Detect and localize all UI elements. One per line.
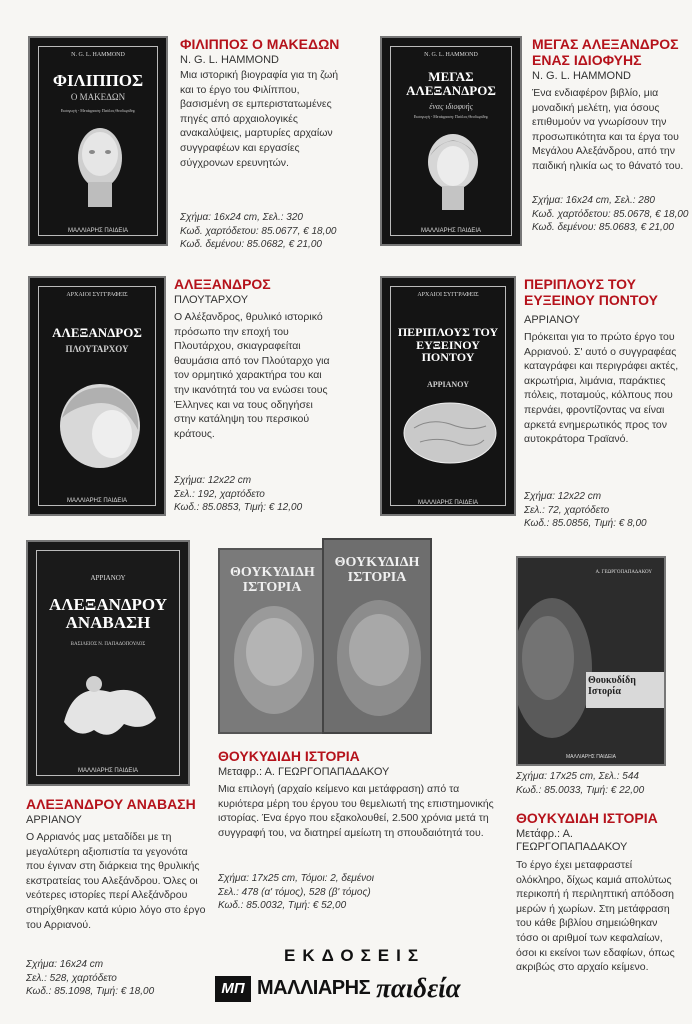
book-cover-anabasis[interactable] [26,540,190,786]
cover-series: ΑΡΧΑΙΟΙ ΣΥΓΓΡΑΦΕΙΣ [66,292,128,298]
cover-title: ΘΟΥΚΥΔΙΔΗ ΙΣΤΟΡΙΑ [334,555,420,585]
book-title: ΘΟΥΚΥΔΙΔΗ ΙΣΤΟΡΙΑ [218,748,360,764]
cover-line: Εισαγωγή - Μετάφραση: Παύλος Θεοδωρίδης [413,114,489,119]
book-specs [524,490,647,531]
book-description: Ο Αλέξανδρος, θρυλικό ιστορικό πρόσωπο την εποχή του Πλουτάρχου, σκιαγραφείται θαυμάσια από τον Πλούταρχο για τον ορμητικό χαρακτήρα του και την ικανότητά του να ενώσει τους Έλληνες και να τους οδηγήσει στην κατάληψη του περσικού κράτους. [174,311,330,440]
map-image [400,398,500,468]
book-title: ΜΕΓΑΣ ΑΛΕΞΑΝΔΡΟΣ ΕΝΑΣ ΙΔΙΟΦΥΗΣ [532,36,679,68]
bust-image [518,588,598,748]
book-author: ΑΡΡΙΑΝΟΥ [26,814,82,826]
cover-series: ΑΡΧΑΙΟΙ ΣΥΓΓΡΑΦΕΙΣ [417,292,479,298]
spec-line: Σελ.: 528, χαρτόδετο [26,972,117,984]
cover-subtitle: ΠΛΟΥΤΑΡΧΟΥ [65,344,129,354]
book-description: Μια ιστορική βιογραφία για τη ζωή και το έργο του Φιλίππου, βασισμένη σε εμπεριστατωμένες πηγές από αρχαιολογικές ανακαλύψεις, μαρτυρίες αρχαίων συγγραφέων και εργασίες σύγχρονων ερευνητών. [180,69,339,169]
book-specs [516,770,644,797]
book-description: Ένα ενδιαφέρον βιβλίο, μια μοναδική μελέτη, για όσους επιθυμούν να γνωρίσουν την προσωπικότητα και τα έργα του Μεγάλου Αλεξάνδρου, από την παιδική ηλικία ως το θάνατό του. [532,87,684,172]
spec-line: Κωδ.: 85.0853, Τιμή: € 12,00 [174,502,303,513]
cover-title: ΑΛΕΞΑΝΔΡΟΥ ΑΝΑΒΑΣΗ [49,595,167,632]
book-author: ΑΡΡΙΑΝΟΥ [524,314,580,326]
book-description: Μια επιλογή (αρχαίο κείμενο και μετάφραση) από τα κυριότερα μέρη του έργου του θεμελιωτή της επιστημονικής ιστορίας. Ένα έργο που εξακολουθεί, 2.500 χρόνια μετά τη συγγραφή του, να διατηρεί αμείωτη τη σπουδαιότητά του. [218,783,494,839]
cover-title: ΘΟΥΚΥΔΙΔΗ ΙΣΤΟΡΙΑ [230,565,315,595]
cover-title: ΠΕΡΙΠΛΟΥΣ ΤΟΥ ΕΥΞΕΙΝΟΥ ΠΟΝΤΟΥ [397,325,499,365]
spec-line: Σελ.: 478 (α' τόμος), 528 (β' τόμος) [218,886,371,898]
book-title: ΑΛΕΞΑΝΔΡΟΣ [174,276,271,292]
book-specs [174,474,302,515]
book-specs [26,958,154,999]
book-specs [218,872,374,913]
book-author: Μεταφρ.: Α. ΓΕΩΡΓΟΠΑΠΑΔΑΚΟΥ [218,766,390,778]
book-cover-thucydides-vol1[interactable] [218,548,326,734]
spec-line: Σχήμα: 16x24 cm [26,959,104,970]
cover-publisher: ΜΑΛΛΙΑΡΗΣ ΠΑΙΔΕΙΑ [67,228,129,234]
bust-image [226,600,322,720]
cover-author: Α. ΓΕΩΡΓΟΠΑΠΑΔΑΚΟΥ [595,570,652,575]
publisher-logo [215,973,461,1004]
book-specs [532,194,688,235]
spec-line: Κωδ. δεμένου: 85.0683, € 21,00 [532,222,674,233]
cover-title: Θουκυδίδη Ιστορία [588,675,636,697]
book-description: Πρόκειται για το πρώτο έργο του Αρριανού. Σ' αυτό ο συγγραφέας καταγράφει και περιγράφει ακτές, ακρωτήρια, λιμάνια, παράκτιες πόλεις, ποταμούς, κόλπους που περνάει, φροντίζοντας να είναι αρκετά ενημερωτικός προς τον αυτοκράτορα Τραϊανό. [524,331,679,446]
spec-line: Κωδ.: 85.1098, Τιμή: € 18,00 [26,986,155,997]
spec-line: Κωδ. χαρτόδετου: 85.0678, € 18,00 [532,208,689,220]
cover-subtitle: ΑΡΡΙΑΝΟΥ [426,380,469,389]
book-specs [180,211,336,252]
spec-line: Κωδ. χαρτόδετου: 85.0677, € 18,00 [180,225,337,237]
spec-line: Κωδ.: 85.0856, Τιμή: € 8,00 [524,518,647,529]
cover-title: ΜΕΓΑΣ ΑΛΕΞΑΝΔΡΟΣ [406,69,496,98]
book-title: ΦΙΛΙΠΠΟΣ Ο ΜΑΚΕΔΩΝ [180,36,340,52]
cover-border [390,286,506,506]
book-cover-philippos[interactable] [28,36,168,246]
cover-author: ΑΡΡΙΑΝΟΥ [90,574,126,582]
cover-publisher: ΜΑΛΛΙΑΡΗΣ ΠΑΙΔΕΙΑ [420,228,482,234]
publisher-brand: παιδεία [376,973,461,1003]
spec-line: Σχήμα: 16x24 cm, Σελ.: 280 [532,195,655,206]
spec-line: Σχήμα: 12x22 cm [524,491,602,502]
book-title: ΘΟΥΚΥΔΙΔΗ ΙΣΤΟΡΙΑ [516,810,658,826]
book-cover-thucydides-vol2[interactable] [322,538,432,734]
publisher-name: ΜΑΛΛΙΑΡΗΣ [257,977,371,999]
spec-line: Σελ.: 192, χαρτόδετο [174,488,265,500]
cover-publisher: ΜΑΛΛΙΑΡΗΣ ΠΑΙΔΕΙΑ [417,500,479,506]
spec-line: Σχήμα: 17x25 cm, Τόμοι: 2, δεμένοι [218,873,374,884]
book-author: N. G. L. HAMMOND [180,54,280,66]
publisher-logo-icon: ΜΠ [215,976,251,1002]
spec-line: Σελ.: 72, χαρτόδετο [524,504,610,516]
spec-line: Σχήμα: 12x22 cm [174,475,252,486]
book-cover-periplous[interactable] [380,276,516,516]
cover-publisher: ΜΑΛΛΙΑΡΗΣ ΠΑΙΔΕΙΑ [66,498,128,504]
bust-image [420,126,486,216]
cover-publisher: ΜΑΛΛΙΑΡΗΣ ΠΑΙΔΕΙΑ [77,768,139,774]
spec-line: Σχήμα: 16x24 cm, Σελ.: 320 [180,212,303,223]
cover-title: ΦΙΛΙΠΠΟΣ [52,71,144,90]
cover-author: N. G. L. HAMMOND [424,52,478,58]
book-author: ΠΛΟΥΤΑΡΧΟΥ [174,294,249,306]
spec-line: Κωδ. δεμένου: 85.0682, € 21,00 [180,239,322,250]
book-author: Μετάφρ.: Α. ΓΕΩΡΓΟΠΑΠΑΔΑΚΟΥ [516,828,628,853]
cover-author: N. G. L. HAMMOND [71,52,125,58]
publisher-label: ΕΚΔΟΣΕΙΣ [284,946,426,965]
book-cover-thucydides-single[interactable] [516,556,666,766]
book-title: ΠΕΡΙΠΛΟΥΣ ΤΟΥ ΕΥΞΕΙΝΟΥ ΠΟΝΤΟΥ [524,276,658,308]
book-author: N. G. L. HAMMOND [532,70,632,82]
bust-image [330,594,428,722]
cover-subtitle: ένας ιδιοφυής [429,102,473,111]
book-title: ΑΛΕΞΑΝΔΡΟΥ ΑΝΑΒΑΣΗ [26,796,196,812]
bust-image [52,378,148,478]
spec-line: Κωδ.: 85.0033, Τιμή: € 22,00 [516,784,645,796]
horse-image [54,662,166,752]
bust-image [70,120,130,215]
cover-publisher: ΜΑΛΛΙΑΡΗΣ ΠΑΙΔΕΙΑ [565,754,617,760]
cover-title: ΑΛΕΞΑΝΔΡΟΣ [52,325,142,340]
book-description: Το έργο έχει μεταφραστεί ολόκληρο, δίχως καμιά απολύτως περικοπή ή περιληπτική απόδοση μερών ή χωρίων. Στη μετάφραση του κάθε βιβλίου σημειώθηκαν τόσο οι αριθμοί των κεφαλαίων, όσοι κι εκείνοι των εδαφίων, όπως ακριβώς στο αρχαίο κείμενο. [516,859,675,974]
book-description: Ο Αρριανός μας μεταδίδει με τη μεγαλύτερη αξιοπιστία τα γεγονότα που έγιναν στη διάρκεια της θρυλικής εκστρατείας του Αλεξάνδρου. Όλες οι νεότερες ιστορίες περί Αλεξάνδρου στηρίχθηκαν κατά κύριο λόγο στο έργο του Αρριανού. [26,831,206,931]
book-cover-megas-alexandros[interactable] [380,36,522,246]
cover-line: Εισαγωγή - Μετάφραση: Παύλος Θεοδωρίδης [60,108,136,113]
cover-subtitle: Ο ΜΑΚΕΔΩΝ [70,92,126,102]
spec-line: Σχήμα: 17x25 cm, Σελ.: 544 [516,771,639,782]
cover-subtitle: ΒΑΣΙΛΕΙΟΣ Ν. ΠΑΠΑΔΟΠΟΥΛΟΣ [70,642,146,647]
book-cover-alexandros-ploutarchou[interactable] [28,276,166,516]
spec-line: Κωδ.: 85.0032, Τιμή: € 52,00 [218,900,347,911]
